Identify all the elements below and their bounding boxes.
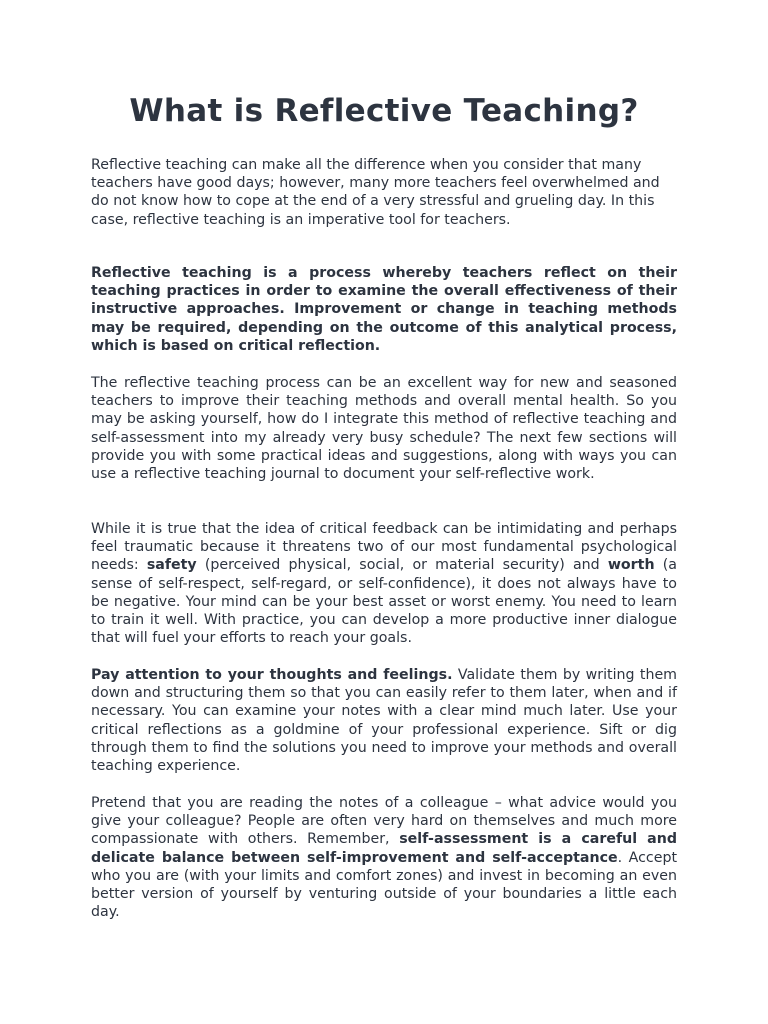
paragraph-definition: Reflective teaching is a process whereby teachers reflect on their teaching practices in order to examine the overall effectiveness of their instructive approaches. Improvement or change in teaching methods may be required, depending on the outcome of this analytical process, which is based on critical reflection. [91,265,677,354]
paragraph-intro: Reflective teaching can make all the difference when you consider that many teachers have good days; however, many more teachers feel overwhelmed and do not know how to cope at the end of a very stressful and grueling day. In this case, reflective teaching is an imperative tool for teachers. [91,157,660,228]
text-run: Validate them by writing them down and structuring them so that you can easily refer to them later, when and if necessary. You can examine your notes with a clear mind much later. Use your critical reflections as a goldmine of your professional experience. Sift or dig through them to find the solutions you need to improve your methods and overall teaching experience. [91,667,677,775]
text-run: (a sense of self-respect, self-regard, or self-confidence), it does not always have to be negative. Your mind can be your best asset or worst enemy. You need to learn to train it well. With practice, you can develop a more productive inner dialogue that will fuel your efforts to reach your goals. [91,557,677,647]
paragraph-process: The reflective teaching process can be an excellent way for new and seasoned teachers to improve their teaching methods and overall mental health. So you may be asking yourself, how do I integrate this method of reflective teaching and self-assessment into my already very busy schedule? The next few sections will provide you with some practical ideas and suggestions, along with ways you can use a reflective teaching journal to document your self-reflective work. [91,375,677,483]
bold-lead-sentence: Pay attention to your thoughts and feelings. [91,667,453,683]
page-title: What is Reflective Teaching? [129,93,639,129]
paragraph-thoughts-feelings [91,666,677,775]
text-run: . Accept who you are (with your limits and comfort zones) and invest in becoming an even better version of yourself by venturing outside of your boundaries a little each day. [91,849,678,921]
bold-term-safety: safety [146,557,197,574]
paragraph-colleague [91,794,677,921]
text-run: (perceived physical, social, or material security) and [196,557,608,574]
text-run: While it is true that the idea of critical feedback can be intimidating and perhaps feel traumatic because it threatens two of our most fundamental psychological needs: [91,521,677,574]
bold-self-assessment-phrase: self-assessment is a careful and delicate balance between self-improvement and self-acceptance [91,831,677,866]
bold-term-worth: worth [607,557,655,574]
text-run: Pretend that you are reading the notes of a colleague – what advice would you give your colleague? People are often very hard on themselves and much more compassionate with others. Remember, [91,795,677,848]
paragraph-critical-feedback [91,520,677,647]
